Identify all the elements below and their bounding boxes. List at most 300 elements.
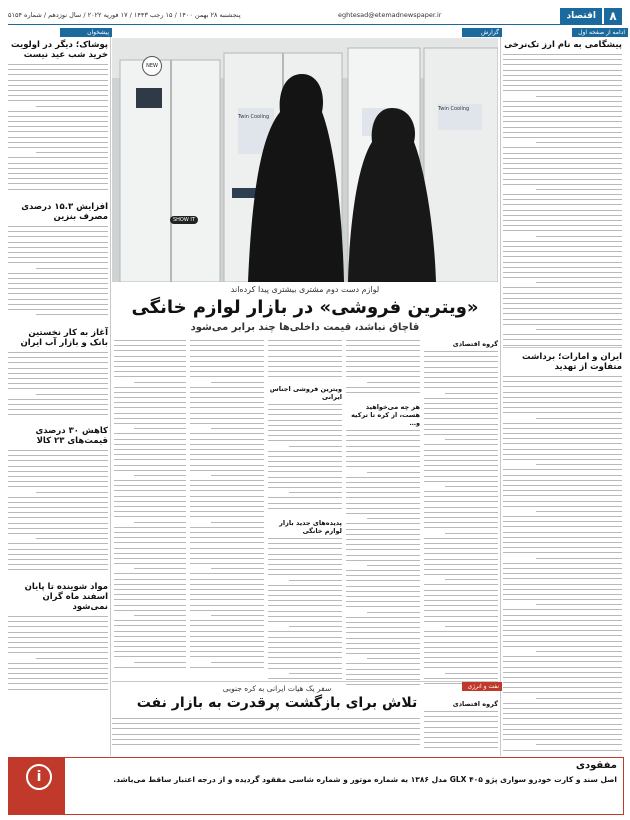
text-line [346, 586, 420, 587]
text-line [268, 414, 342, 415]
text-line [503, 475, 622, 476]
text-line [503, 345, 622, 346]
text-line [503, 54, 622, 55]
text-line [268, 554, 342, 555]
text-line [114, 667, 186, 668]
article-body [8, 616, 108, 694]
text-line [503, 70, 622, 71]
text-line [8, 471, 108, 472]
text-line [424, 553, 498, 554]
text-line [536, 236, 622, 237]
section-title: اقتصاد [560, 8, 602, 24]
text-line [8, 242, 108, 243]
text-line [424, 476, 498, 477]
text-line [503, 573, 622, 574]
text-line [8, 517, 108, 518]
story1-byline: گروه اقتصادی [452, 340, 498, 348]
text-line [536, 558, 622, 559]
text-line [268, 404, 342, 405]
text-line [36, 152, 108, 153]
label-oil: نفت و انرژی [462, 682, 502, 691]
text-line [114, 465, 186, 466]
page-number: ۸ [604, 8, 622, 24]
text-line [268, 668, 342, 669]
text-line [536, 189, 622, 190]
text-line [503, 392, 622, 393]
notice-title: مفقودی [575, 760, 617, 771]
text-line [346, 627, 420, 628]
text-line [346, 555, 420, 556]
text-line [114, 454, 186, 455]
text-line [424, 377, 498, 378]
text-line [8, 673, 108, 674]
text-line [268, 340, 342, 341]
text-line [503, 677, 622, 678]
text-line [346, 466, 420, 467]
text-line [112, 744, 420, 745]
text-line [346, 544, 420, 545]
text-line [424, 382, 498, 383]
text-line [503, 485, 622, 486]
text-line [346, 366, 420, 367]
text-line [36, 658, 108, 659]
text-line [8, 362, 108, 363]
text-line [424, 507, 498, 508]
text-line [424, 450, 498, 451]
text-line [503, 319, 622, 320]
text-line [424, 351, 498, 352]
text-line [367, 565, 420, 566]
text-line [190, 485, 264, 486]
text-line [211, 615, 264, 616]
text-line [190, 656, 264, 657]
text-line [346, 523, 420, 524]
article-body [503, 54, 622, 354]
text-line [424, 496, 498, 497]
text-line [503, 682, 622, 683]
text-line [424, 517, 498, 518]
article-body [8, 450, 108, 578]
text-line [503, 506, 622, 507]
text-line [190, 480, 264, 481]
text-line [503, 469, 622, 470]
text-line [503, 646, 622, 647]
text-line [8, 111, 108, 112]
text-line [424, 413, 498, 414]
text-line [346, 487, 420, 488]
text-line [268, 611, 342, 612]
fridge-brand-label: Twin Cooling [438, 106, 470, 112]
text-line [8, 157, 108, 158]
text-line [8, 533, 108, 534]
text-line [114, 402, 186, 403]
info-icon: i [26, 764, 52, 790]
text-line [424, 721, 498, 722]
text-line [8, 142, 108, 143]
text-line [536, 329, 622, 330]
text-line [114, 605, 186, 606]
text-line [114, 527, 186, 528]
text-line [114, 345, 186, 346]
text-line [424, 527, 498, 528]
article-body [268, 340, 342, 382]
text-line [536, 282, 622, 283]
text-line [424, 455, 498, 456]
text-line [424, 716, 498, 717]
text-line [114, 584, 186, 585]
column-divider [110, 28, 111, 756]
text-line [346, 387, 420, 388]
text-line [190, 402, 264, 403]
text-line [503, 459, 622, 460]
text-line [268, 503, 342, 504]
text-line [114, 641, 186, 642]
text-line [503, 184, 622, 185]
text-line [503, 625, 622, 626]
text-line [134, 615, 186, 616]
text-line [424, 429, 498, 430]
text-line [8, 554, 108, 555]
text-line [114, 361, 186, 362]
text-line [503, 90, 622, 91]
text-line [503, 80, 622, 81]
text-line [114, 340, 186, 341]
text-line [424, 424, 498, 425]
text-line [36, 394, 108, 395]
text-line [8, 147, 108, 148]
notice-badge [9, 758, 65, 814]
text-line [289, 492, 342, 493]
text-line [503, 127, 622, 128]
text-line [8, 450, 108, 451]
text-line [503, 59, 622, 60]
text-line [268, 482, 342, 483]
text-line [346, 653, 420, 654]
text-line [346, 570, 420, 571]
text-line [503, 230, 622, 231]
text-line [536, 744, 622, 745]
text-line [114, 511, 186, 512]
text-line [346, 492, 420, 493]
text-line [503, 132, 622, 133]
label-continued: ادامه از صفحه اول [572, 28, 628, 37]
text-line [503, 532, 622, 533]
text-line [424, 559, 498, 560]
text-line [190, 501, 264, 502]
text-line [8, 486, 108, 487]
headline-single-rate: پیشگامی به نام ارز تک‌نرخی [504, 40, 622, 50]
text-line [190, 413, 264, 414]
text-line [503, 256, 622, 257]
text-line [8, 273, 108, 274]
text-line [503, 64, 622, 65]
text-line [211, 382, 264, 383]
text-line [114, 387, 186, 388]
article-body [112, 718, 420, 754]
text-line [346, 529, 420, 530]
article-body [114, 340, 186, 675]
text-line [503, 708, 622, 709]
text-line [8, 523, 108, 524]
text-line [503, 179, 622, 180]
text-line [503, 106, 622, 107]
text-line [134, 475, 186, 476]
text-line [8, 678, 108, 679]
text-line [190, 516, 264, 517]
text-line [503, 298, 622, 299]
text-line [346, 606, 420, 607]
text-line [114, 413, 186, 414]
text-line [503, 376, 622, 377]
text-line [190, 397, 264, 398]
text-line [114, 563, 186, 564]
text-line [114, 439, 186, 440]
text-line [114, 449, 186, 450]
text-line [424, 747, 498, 748]
text-line [190, 439, 264, 440]
text-line [114, 407, 186, 408]
text-line [8, 100, 108, 101]
text-line [367, 612, 420, 613]
text-line [268, 471, 342, 472]
text-line [503, 220, 622, 221]
text-line [424, 465, 498, 466]
text-line [503, 516, 622, 517]
text-line [503, 661, 622, 662]
text-line [424, 491, 498, 492]
text-line [8, 116, 108, 117]
text-line [190, 631, 264, 632]
text-line [503, 267, 622, 268]
text-line [8, 559, 108, 560]
text-line [134, 662, 186, 663]
text-line [346, 549, 420, 550]
text-line [445, 673, 498, 674]
text-line [112, 728, 420, 729]
text-line [190, 553, 264, 554]
text-line [503, 724, 622, 725]
text-line [503, 194, 622, 195]
text-line [503, 407, 622, 408]
text-line [268, 451, 342, 452]
story2-byline: گروه اقتصادی [452, 700, 498, 708]
text-line [8, 455, 108, 456]
text-line [268, 543, 342, 544]
text-line [211, 475, 264, 476]
dateline: پنجشنبه ۲۸ بهمن ۱۴۰۰ / ۱۵ رجب ۱۴۴۳ / ۱۷ فوریه ۲۰۲۲ / سال نوزدهم / شماره ۵۱۵۴ [8, 11, 241, 19]
text-line [190, 444, 264, 445]
text-line [536, 96, 622, 97]
text-line [503, 672, 622, 673]
text-line [268, 605, 342, 606]
text-line [8, 231, 108, 232]
text-line [346, 575, 420, 576]
text-line [424, 636, 498, 637]
text-line [268, 440, 342, 441]
text-line [424, 605, 498, 606]
text-line [190, 646, 264, 647]
text-line [114, 418, 186, 419]
text-line [8, 466, 108, 467]
text-line [8, 569, 108, 570]
text-line [346, 674, 420, 675]
text-line [346, 638, 420, 639]
text-line [190, 594, 264, 595]
text-line [114, 356, 186, 357]
text-line [114, 573, 186, 574]
text-line [268, 621, 342, 622]
text-line [114, 625, 186, 626]
text-line [346, 513, 420, 514]
text-line [503, 703, 622, 704]
text-line [8, 528, 108, 529]
text-line [8, 299, 108, 300]
text-line [424, 481, 498, 482]
label-report: گزارش [462, 28, 502, 37]
text-line [346, 601, 420, 602]
text-line [190, 366, 264, 367]
text-line [268, 637, 342, 638]
text-line [8, 137, 108, 138]
text-line [424, 564, 498, 565]
text-line [190, 371, 264, 372]
text-line [268, 657, 342, 658]
text-line [346, 591, 420, 592]
text-line [114, 470, 186, 471]
text-line [268, 356, 342, 357]
text-line [289, 626, 342, 627]
article-body [424, 351, 498, 691]
text-line [346, 392, 420, 393]
text-line [424, 361, 498, 362]
text-line [503, 101, 622, 102]
text-line [424, 616, 498, 617]
text-line [190, 465, 264, 466]
text-line [114, 542, 186, 543]
text-line [8, 383, 108, 384]
text-line [134, 568, 186, 569]
text-line [8, 652, 108, 653]
text-line [114, 579, 186, 580]
text-line [503, 246, 622, 247]
text-line [112, 723, 420, 724]
text-line [114, 350, 186, 351]
text-line [190, 599, 264, 600]
text-line [190, 387, 264, 388]
divider [112, 681, 498, 682]
story2-kicker: سفر یک هیات ایرانی به کره جنوبی [222, 684, 332, 693]
text-line [8, 564, 108, 565]
label-kiosk: پیشخوان [60, 28, 112, 37]
text-line [503, 438, 622, 439]
text-line [346, 440, 420, 441]
text-line [503, 75, 622, 76]
text-line [190, 548, 264, 549]
text-line [346, 361, 420, 362]
text-line [503, 454, 622, 455]
text-line [268, 456, 342, 457]
text-line [36, 492, 108, 493]
text-line [289, 673, 342, 674]
text-line [190, 496, 264, 497]
text-line [190, 573, 264, 574]
text-line [190, 537, 264, 538]
text-line [190, 667, 264, 668]
text-line [114, 656, 186, 657]
article-body [8, 64, 108, 198]
text-line [268, 548, 342, 549]
text-line [503, 687, 622, 688]
text-line [346, 482, 420, 483]
text-line [424, 434, 498, 435]
text-line [8, 278, 108, 279]
text-line [268, 652, 342, 653]
text-line [503, 615, 622, 616]
text-line [268, 559, 342, 560]
text-line [503, 594, 622, 595]
text-line [445, 533, 498, 534]
text-line [445, 579, 498, 580]
text-line [114, 444, 186, 445]
text-line [190, 641, 264, 642]
text-line [424, 652, 498, 653]
text-line [503, 277, 622, 278]
text-line [8, 262, 108, 263]
text-line [8, 647, 108, 648]
text-line [190, 459, 264, 460]
text-line [190, 511, 264, 512]
text-line [346, 539, 420, 540]
text-line [114, 558, 186, 559]
text-line [503, 153, 622, 154]
text-line [190, 506, 264, 507]
text-line [190, 449, 264, 450]
text-line [424, 538, 498, 539]
text-line [503, 739, 622, 740]
text-line [346, 451, 420, 452]
text-line [424, 621, 498, 622]
sticker-new: NEW [142, 56, 162, 76]
text-line [268, 420, 342, 421]
text-line [503, 428, 622, 429]
text-line [36, 538, 108, 539]
story1-subhead: قاچاق نباشد، قیمت داخلی‌ها چند برابر می‌شود [190, 322, 420, 333]
text-line [8, 90, 108, 91]
text-line [8, 247, 108, 248]
text-line [503, 599, 622, 600]
text-line [114, 459, 186, 460]
text-line [268, 371, 342, 372]
text-line [114, 599, 186, 600]
text-line [114, 589, 186, 590]
text-line [424, 470, 498, 471]
story1-kicker: لوازم دست دوم مشتری بیشتری پیدا کرده‌اند [230, 285, 380, 294]
text-line [503, 147, 622, 148]
text-line [367, 658, 420, 659]
text-line [8, 481, 108, 482]
text-line [268, 425, 342, 426]
text-line [346, 356, 420, 357]
story1-subheading: ویترین فروشی اجناس ایرانی [269, 385, 342, 401]
sticker-show-it: SHOW IT [170, 216, 198, 224]
text-line [268, 376, 342, 377]
text-line [114, 485, 186, 486]
text-line [503, 158, 622, 159]
text-line [190, 423, 264, 424]
text-line [503, 667, 622, 668]
text-line [114, 397, 186, 398]
text-line [8, 288, 108, 289]
